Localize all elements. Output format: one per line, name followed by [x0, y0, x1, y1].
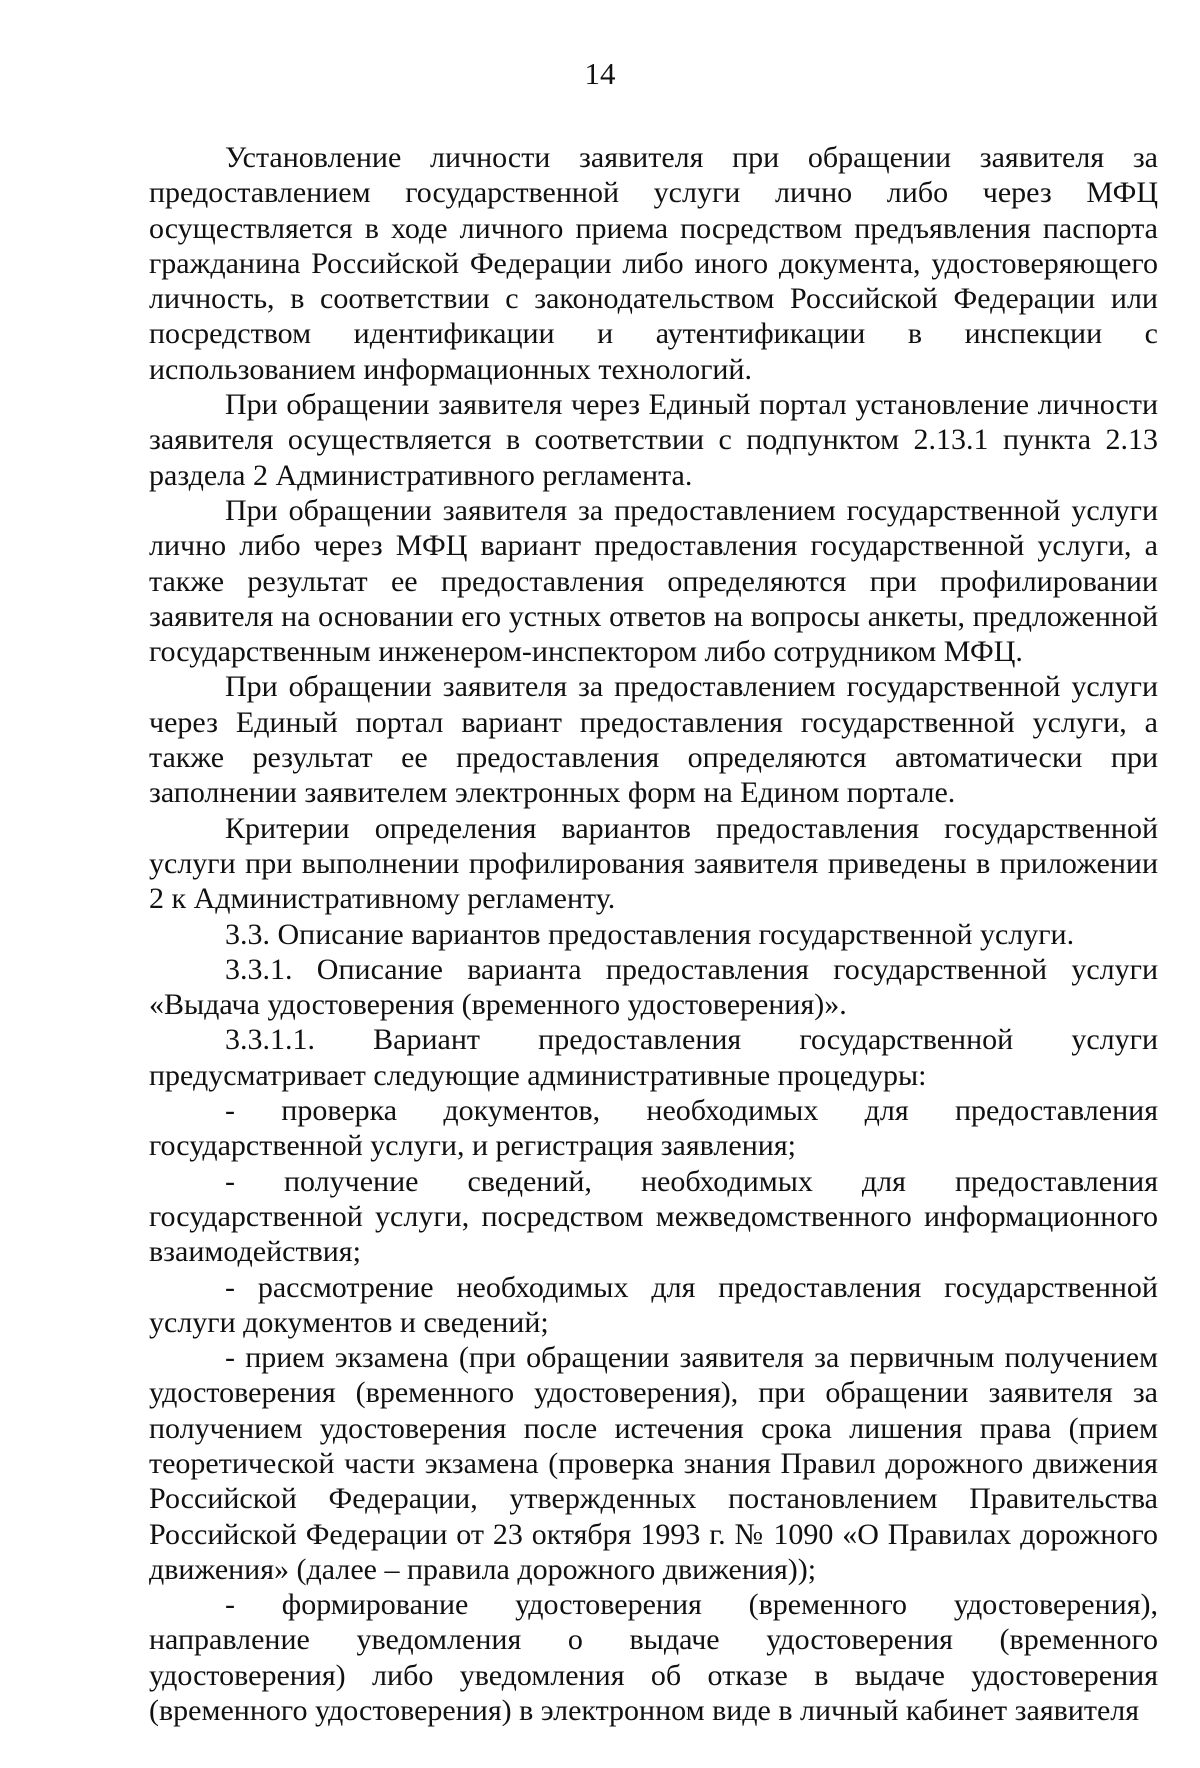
section-heading-3-3-1: 3.3.1. Описание варианта предоставления государственной услуги «Выдача удостоверения (временного удостоверения)». [149, 952, 1158, 1022]
paragraph-variant-criteria: Критерии определения вариантов предоставления государственной услуги при выполнении профилирования заявителя приведены в приложении 2 к Административному регламенту. [149, 811, 1158, 916]
paragraph-3-3-1-1: 3.3.1.1. Вариант предоставления государственной услуги предусматривает следующие административные процедуры: [149, 1023, 1158, 1092]
paragraph-portal-identity: При обращении заявителя через Единый портал установление личности заявителя осуществляется в соответствии с подпунктом 2.13.1 пункта 2.13 раздела 2 Административного регламента. [149, 388, 1158, 492]
page-number: 14 [584, 56, 616, 91]
list-item-interagency-info: - получение сведений, необходимых для предоставления государственной услуги, посредством межведомственного информационного взаимодействия; [149, 1164, 1158, 1269]
document-body [149, 140, 1158, 1728]
list-item-review: - рассмотрение необходимых для предоставления государственной услуги документов и сведений; [149, 1270, 1158, 1339]
section-heading-3-3: 3.3. Описание вариантов предоставления государственной услуги. [225, 917, 1075, 951]
paragraph-identity-verification: Установление личности заявителя при обращении заявителя за предоставлением государственной услуги лично либо через МФЦ осуществляется в ходе личного приема посредством предъявления паспорта гражданина Российской Федерации либо иного документа, удостоверяющего личность, в соответствии с законодательством Российской Федерации или посредством идентификации и аутентификации в инспекции с использованием информационных технологий. [149, 141, 1158, 386]
paragraph-profiling-portal: При обращении заявителя за предоставлением государственной услуги через Единый портал вариант предоставления государственной услуги, а также результат ее предоставления определяются автоматически при заполнении заявителем электронных форм на Едином портале. [149, 670, 1158, 810]
list-item-exam: - прием экзамена (при обращении заявителя за первичным получением удостоверения (временного удостоверения), при обращении заявителя за получением удостоверения после истечения срока лишения права (прием теоретической части экзамена (проверка знания Правил дорожного движения Российской Федерации, утвержденных постановлением Правительства Российской Федерации от 23 октября 1993 г. № 1090 «О Правилах дорожного движения» (далее – правила дорожного движения)); [149, 1341, 1158, 1586]
list-item-issuance: - формирование удостоверения (временного удостоверения), направление уведомления о выдаче удостоверения (временного удостоверения) либо уведомления об отказе в выдаче удостоверения (временного удостоверения) в электронном виде в личный кабинет заявителя [149, 1588, 1158, 1728]
paragraph-profiling-in-person: При обращении заявителя за предоставлением государственной услуги лично либо через МФЦ вариант предоставления государственной услуги, а также результат ее предоставления определяются при профилировании заявителя на основании его устных ответов на вопросы анкеты, предложенной государственным инженером-инспектором либо сотрудником МФЦ. [149, 493, 1158, 669]
list-item-document-check: - проверка документов, необходимых для предоставления государственной услуги, и регистрация заявления; [149, 1094, 1158, 1163]
